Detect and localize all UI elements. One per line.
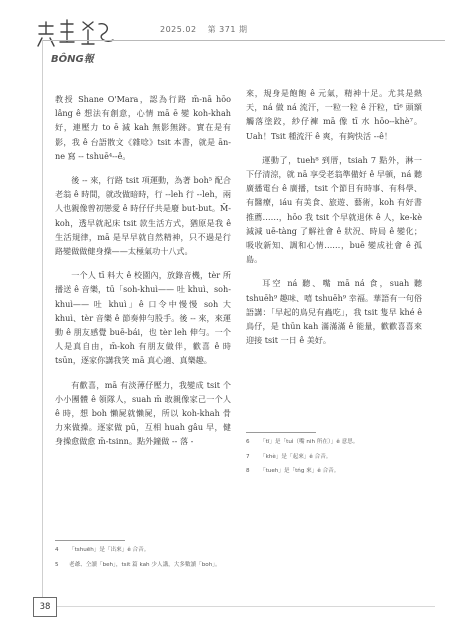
right-column [246,86,422,357]
header-rule [42,40,445,41]
footnote-text: 「tueh」是「tńg 來」ê 合音。 [260,468,340,475]
footnote-number: 8 [246,468,250,475]
footnote-text: 「khè」是「起來」ê 合音。 [260,453,332,460]
issue-info [160,24,248,35]
footnote [246,467,422,476]
issue-number: 第 371 期 [207,25,248,34]
footnote [246,438,422,447]
issue-date: 2025.02 [160,25,197,34]
footnote [55,546,231,555]
footnote-rule [246,432,316,433]
footnote-text: 「tshuēh」是「出來」ê 合音。 [69,547,150,553]
paragraph: 一个人 tī 料大 ê 校園內，放錄音機，tèr 所播送 ê 音樂，tū「soh-khuì—— 吐 khuì、soh-khuì—— 吐 khuì」ê 口令中慢慢 soh 大 khuì、tèr 音樂 ê 節奏伸勻股手。後 -- 來，來運動 ê 朋友感覺 buē-bái，也 tèr leh 伸勻。一个人是真自由，m̄-koh 有朋友做伴，歡喜 ê 時 tsūn，逐家你講我笑 mā 真心適、真樂趣。 [55,270,231,366]
footnote-rule [55,540,125,541]
page-number: 38 [33,597,57,617]
footnote [246,453,422,462]
paragraph: 教授 Shane O'Mara，認為行路 m̄-nā hōo lâng ê 想法有創意，心情 mā ē 變 koh-khah 好，連壓力 to ē 減 kah 無影無跡。實在是有影，我 ê 台語散文《雜唸》tsit 本書，就是 ān-ne 寫 -- tshuē⁴--ê。 [55,94,231,161]
publication-logo [33,18,133,68]
page-header [0,0,458,72]
paragraph: 有歡喜，mā 有淡薄仔壓力，我變成 tsit 个小小團體 ê 領隊人，suah m̄ 敢親像家己一个人 ê 時，想 boh 懶屍就懶屍，所以 koh-khah 骨力來做操。逐家做 pū，互相 huah gâu 早，健身操愈做愈 m̄-tsinn。點外鐘做 -- 落 - [55,379,231,447]
footnotes-right [246,438,422,482]
paragraph: 後 -- 來，行路 tsit 項運動，為著 boh⁵ 配合老翁 ê 時間，就改做暗時，行 --leh 行 --leh，兩人也親像曾初戀愛 ê 時仔仔共是廢 but-but。M̄-koh，透早就起床 tsit 款生活方式，猶原是我 ê 生活規律，mā 是早早就自然精神，只不過是行路變做做健身操——太極氣功十八式。 [55,175,231,257]
footnote-text: 老爺、仝讀「beh」，tsit 篇 kah 少人講，大多數讀「boh」。 [69,561,221,568]
paragraph: 耳空 ná 聽、嘴 mā ná 食，suah 聽 tshuēh⁹ 趣味、嘻 tshuēh⁹ 幸福。華語有一句俗語講：「早起的鳥兒有蟲吃」，我 tsit 隻早 khé ê 鳥仔，是 thūn kah 滿滿滿 ê 能量，歡歡喜喜來迎接 tsit 一日 ê 美好。 [246,278,422,346]
footnote-number: 6 [246,439,250,445]
footnote-number: 5 [55,561,59,568]
paragraph: 運動了，tueh⁸ 到厝，tsiah 7 點外，淋一下仔清涼，就 nā 享受老翁準備好 ê 早頓，ná 聽廣播電台 ê 廣播，tsit 个節目有時事、有科學、有醫療，iáu 有美食、旅遊、藝術，koh 有好書推薦……，hōo 我 tsit 个早就退休 ê 人，ke-kè 減減 uē-tàng 了解社會 ê 狀況、時局 ê 變化；吸收新知、調和心情……，buē 變成社會 ê 孤島。 [246,154,422,265]
margin-rule [42,40,43,604]
footnote-number: 7 [246,453,250,460]
footnote [55,561,231,570]
footnotes-left [55,546,231,575]
bottom-rule [55,606,435,607]
paragraph: 來，規身是飽飽 ê 元氣，精神十足。尤其是熱天，ná 做 ná 流汗，一粒一粒 ê 汗粒，tī⁶ 頭額觸落塗跤，紗仔褲 mā 像 tī 水 hōo--khè⁷。Uah！Tsit 種流汗 ê 爽，有夠快活 --ê！ [246,88,422,141]
left-column [55,92,231,457]
footnote-number: 4 [55,547,59,553]
svg-text:BÔNG報: BÔNG報 [51,54,94,65]
footnote-text: 「tī」是「tuì（嘴 nih 所在）」ê 意思。 [260,439,359,445]
